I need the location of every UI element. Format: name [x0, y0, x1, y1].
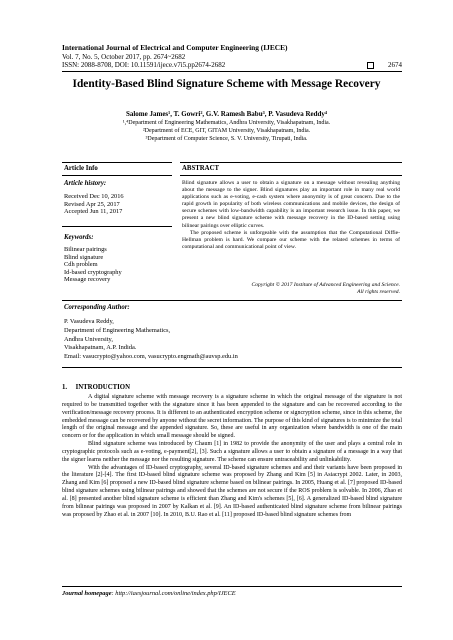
- homepage-url[interactable]: : http://iaesjournal.com/online/index.php/IJECE: [111, 590, 236, 597]
- author-department: Department of Engineering Mathematics,: [64, 326, 171, 334]
- author-email: Email: vasucrypto@yahoo.com, vasucrypto.engmath@auvsp.edu.in: [64, 353, 238, 361]
- article-info-top-rule: [62, 162, 172, 163]
- body-paragraph: A digital signature scheme with message recovery is a signature scheme in which the original message of the signature is not required to be transmitted together with the signature since it has been appended to the signature and can be recovered according to the verification/message recovery process. It is different to an authenticated encryption scheme or signcryption scheme, since in this scheme, the embedded message can be recovered by anyone without the secret information. The purpose of this kind of signatures is to minimize the total length of the original message and the appended signature. So, these are useful in any organization where bandwidth is one of the main concern or for the application in which small message should be signed.: [62, 394, 402, 440]
- author-name: P. Vasudeva Reddy,: [64, 318, 114, 325]
- introduction-heading: 1. INTRODUCTION: [62, 384, 130, 391]
- revised-date: Revised Apr 25, 2017: [64, 200, 120, 208]
- author-list: Salome James¹, T. Gowri², G.V. Ramesh Babu³, P. Vasudeva Reddy⁴: [125, 110, 328, 118]
- keyword: Cdh problem: [64, 261, 98, 269]
- abstract-body: [182, 180, 400, 251]
- abstract-bottom-rule: [180, 175, 402, 176]
- copyright-line-1: Copyright © 2017 Institute of Advanced Engineering and Science.: [251, 282, 400, 288]
- journal-homepage: [62, 590, 236, 597]
- square-icon: [367, 62, 374, 69]
- article-info-bottom-rule: [62, 175, 172, 176]
- keywords-rule: [62, 226, 172, 227]
- article-info-heading: Article Info: [64, 165, 98, 172]
- page-number-group: [367, 61, 402, 70]
- body-paragraph: Blind signature scheme was introduced by Chaum [1] in 1982 to provide the anonymity of the user and plays a central role in cryptographic protocols such as e-voting, e-payment[2], [3]. Such a signature allows a user to obtain a signature of a message in a way that the signer learns neither the message nor the resulting signature. The scheme can ensure untraceability and unlinkability.: [62, 441, 402, 463]
- received-date: Received Dec 10, 2016: [64, 193, 124, 200]
- introduction-body: [62, 394, 402, 520]
- author-city: Visakhapatnam, A.P. Indida.: [64, 344, 137, 352]
- affiliation-3: ³Department of Computer Science, S. V. University, Tirupati, India.: [145, 136, 308, 142]
- keyword: Message recovery: [64, 276, 111, 284]
- affiliation-1: ¹,⁴Department of Engineering Mathematics, Andhra University, Visakhapatnam, India.: [122, 120, 331, 126]
- author-university: Andhra University,: [64, 335, 113, 343]
- keywords-heading: Keywords:: [64, 234, 94, 241]
- keyword: Blind signature: [64, 253, 104, 261]
- page-number: 2674: [388, 61, 402, 70]
- abstract-top-rule: [180, 162, 402, 163]
- keyword: Id-based cryptography: [64, 268, 122, 276]
- journal-header: [62, 44, 402, 70]
- corresponding-details: [64, 318, 238, 362]
- keyword: Bilinear pairings: [64, 246, 107, 253]
- corresponding-bottom-rule: [62, 367, 402, 368]
- paper-title: Identity-Based Blind Signature Scheme with Message Recovery: [72, 78, 381, 90]
- abstract-paragraph: Blind signature allows a user to obtain a signature on a message without revealing anything about the message to the signer. Blind signatures play an important role in many real world applications such as e-voting, e-cash system where anonymity is of great concern. Due to the rapid growth in popularity of both wireless communications and mobile devices, the design of secure schemes with low-bandwidth capability is an important research issue. In this paper, we present a new blind signature scheme with message recovery in the ID-based setting using bilinear pairings over elliptic curves.: [182, 180, 400, 229]
- keywords-list: [64, 246, 122, 284]
- corresponding-heading: Corresponding Author:: [64, 304, 130, 311]
- volume-line: Vol. 7, No. 5, October 2017, pp. 2674~2682: [62, 52, 186, 61]
- copyright-line-2: All rights reserved.: [357, 289, 400, 296]
- issn-line: ISSN: 2088-8708, DOI: 10.11591/ijece.v7i5.pp2674-2682: [62, 61, 226, 70]
- abstract-paragraph: The proposed scheme is unforgeable with the assumption that the Computational Diffie-Hellman problem is hard. We compare our scheme with the related schemes in terms of computational and communicational point of view.: [182, 229, 400, 250]
- corresponding-top-rule: [62, 300, 402, 301]
- history-heading: Article history:: [64, 180, 107, 187]
- history-list: [64, 193, 124, 216]
- copyright-notice: [182, 282, 400, 296]
- issn-row: [62, 61, 402, 70]
- header-rule: [62, 71, 402, 72]
- journal-name: International Journal of Electrical and Computer Engineering (IJECE): [62, 43, 288, 52]
- body-paragraph: With the advantages of ID-based cryptography, several ID-based signature schemes and and their variants have been proposed in the literature [2]-[4]. The first ID-based blind signature scheme was proposed by Zhang and Kim [5] in Asiacrypt 2002. Later, in 2003, Zhang and Kim [6] proposed a new ID-based blind signature scheme based on bilinear pairings. In 2005, Huang et al. [7] proposed ID-based blind signature schemes using bilinear pairings and showed that the schemes are not secure if the ROS problem is solvable. In 2006, Zhao et al. [8] presented another blind signature scheme is efficient than Zhang and Kim's schemes [5], [6]. A generalized ID-based blind signature from bilinear pairings was proposed in 2007 by Kalkan et al. [9]. An ID-based authenticated blind signature scheme from bilinear pairings was proposed by Zhao et al. in 2007 [10]. In 2010, B.U. Rao et al. [11] proposed ID-based blind signature schemes from: [62, 464, 402, 518]
- abstract-heading: ABSTRACT: [182, 165, 220, 172]
- homepage-label: Journal homepage: [62, 590, 112, 597]
- affiliation-2: ²Department of ECE, GIT, GITAM University, Visakhapatnam, India.: [142, 128, 311, 134]
- footer-rule: [62, 586, 402, 587]
- accepted-date: Accepted Jun 11, 2017: [64, 208, 123, 216]
